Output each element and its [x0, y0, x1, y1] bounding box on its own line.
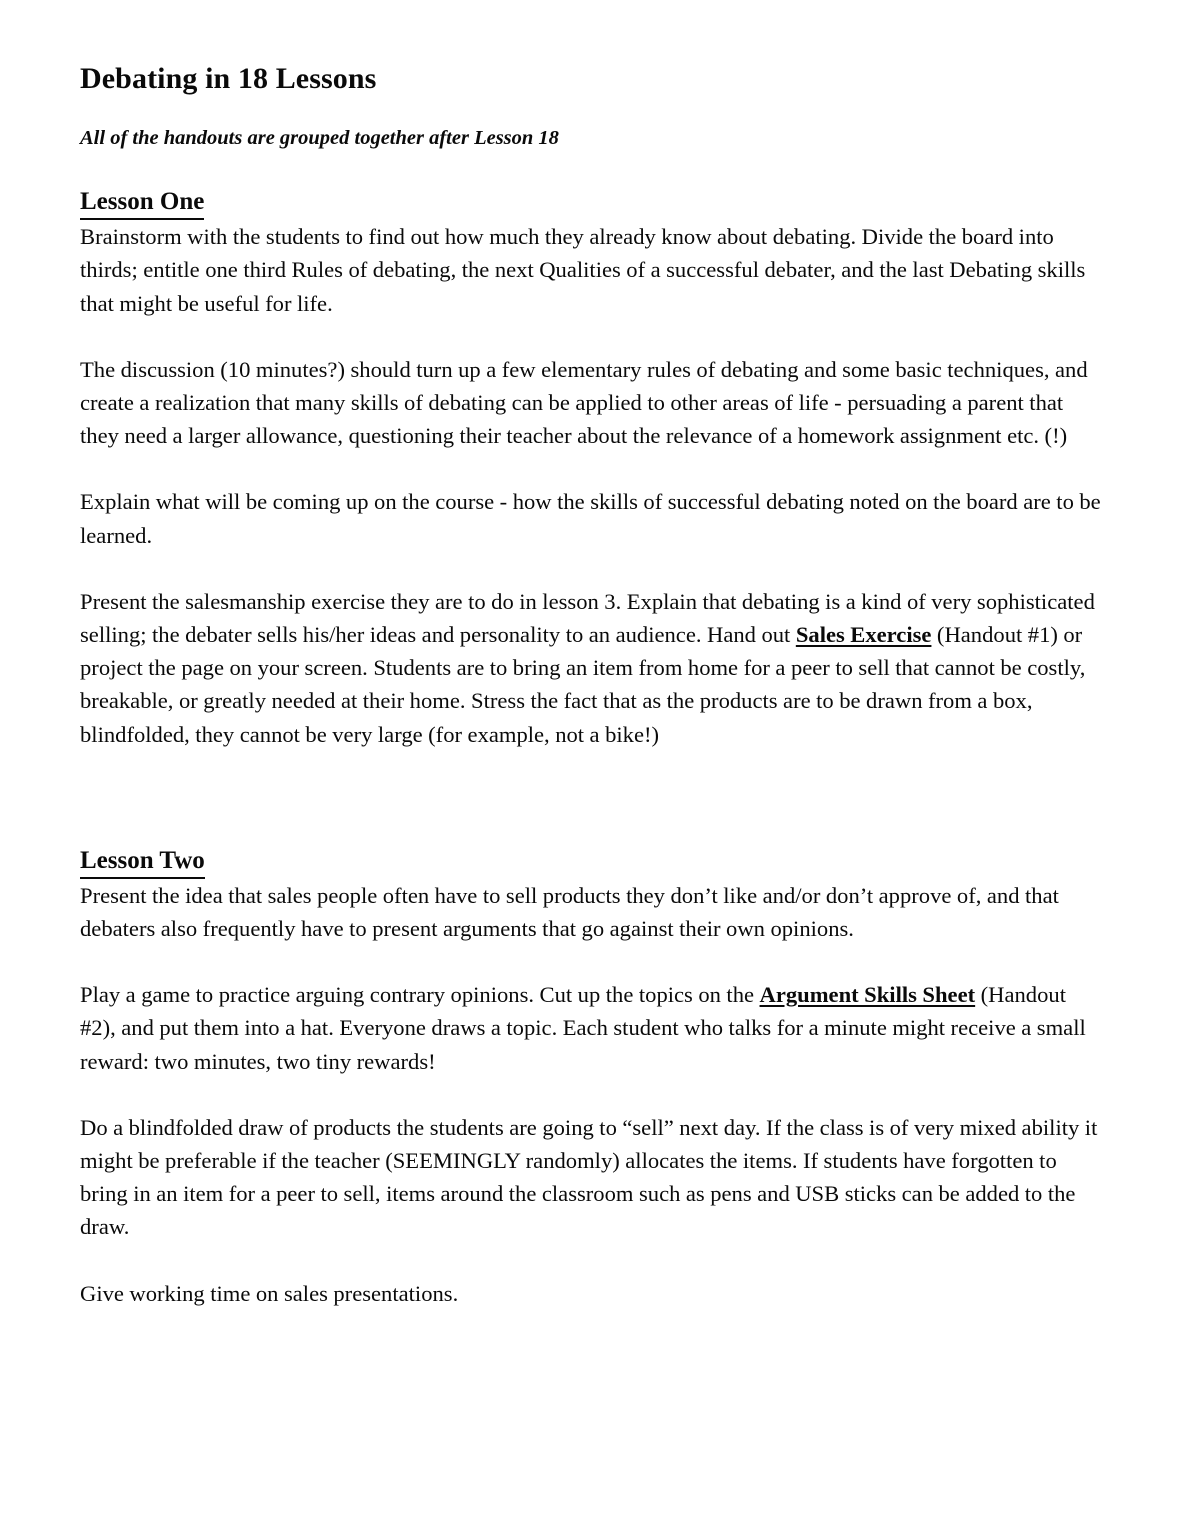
document-subtitle: All of the handouts are grouped together after Lesson 18: [80, 126, 559, 149]
lesson-one-paragraph-2: The discussion (10 minutes?) should turn up a few elementary rules of debating and some basic techniques, and create a realization that many skills of debating can be applied to other areas of life - persuading a parent that they need a larger allowance, questioning their teacher about the relevance of a homework assignment etc. (!): [80, 356, 1088, 449]
lesson-two-paragraph-2-tail: (Handout #2), and put them into a hat. Everyone draws a topic. Each student who talks for a minute might receive a small reward: two minutes, two tiny rewards!: [80, 982, 1086, 1074]
lesson-two-heading: Lesson Two: [80, 846, 205, 879]
lesson-two-paragraph-1: Present the idea that sales people often have to sell products they don’t like and/or don’t approve of, and that debaters also frequently have to present arguments that go against their own opinions.: [80, 882, 1059, 941]
handout-2-reference: Argument Skills Sheet: [759, 982, 976, 1008]
lesson-two-paragraph-2: [80, 978, 1101, 1078]
lesson-one-paragraph-3: Explain what will be coming up on the course - how the skills of successful debating noted on the board are to be learned.: [80, 489, 1101, 548]
lesson-two-paragraph-2-lead: Play a game to practice arguing contrary opinions. Cut up the topics on the: [80, 982, 760, 1008]
lesson-two-paragraph-4: Give working time on sales presentations.: [80, 1280, 459, 1306]
lesson-one-paragraph-4: [80, 585, 1101, 751]
lesson-one-section-header: [80, 150, 1101, 220]
lesson-two-paragraph-3: Do a blindfolded draw of products the students are going to “sell” next day. If the class is of very mixed ability it might be preferable if the teacher (SEEMINGLY randomly) allocates the items. If students have forgotten to bring in an item for a peer to sell, items around the classroom such as pens and USB sticks can be added to the draw.: [80, 1114, 1098, 1240]
lesson-one-paragraph-4-tail: (Handout #1) or project the page on your screen. Students are to bring an item from home for a peer to sell that cannot be costly, breakable, or greatly needed at their home. Stress the fact that as the products are to be drawn from a box, blindfolded, they cannot be very large (for example, not a bike!): [80, 621, 1086, 747]
lesson-one-heading: Lesson One: [80, 187, 204, 220]
lesson-one-paragraph-1: Brainstorm with the students to find out how much they already know about debating. Divide the board into thirds; entitle one third Rules of debating, the next Qualities of a successful debater, and the last Debating skills that might be useful for life.: [80, 224, 1086, 316]
lesson-two-section-header: [80, 809, 1101, 879]
handout-1-reference: Sales Exercise: [795, 621, 932, 647]
lesson-one-paragraph-4-lead: Present the salesmanship exercise they are to do in lesson 3. Explain that debating is a kind of very sophisticated selling; the debater sells his/her ideas and personality to an audience. Hand out: [80, 588, 1095, 647]
page-title: Debating in 18 Lessons: [80, 62, 377, 95]
